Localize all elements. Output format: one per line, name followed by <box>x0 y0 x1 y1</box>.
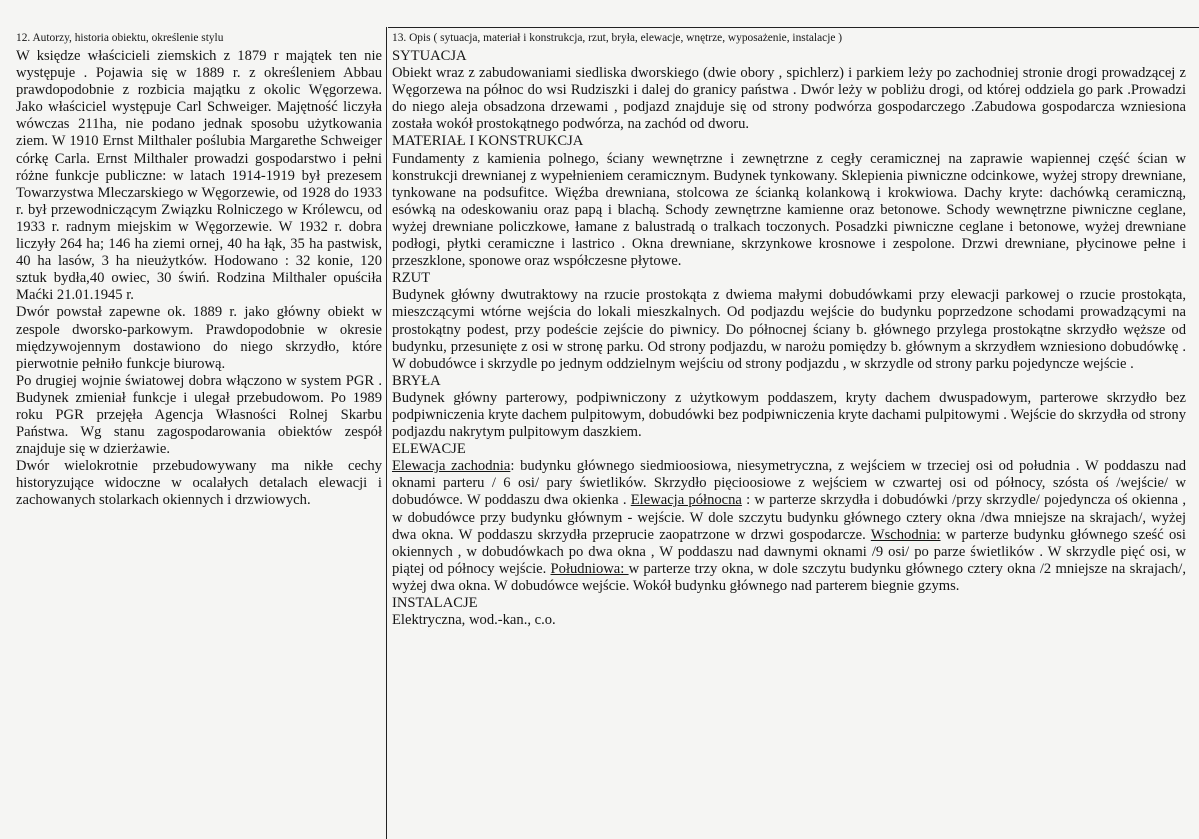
rzut-heading: RZUT <box>392 270 431 287</box>
bryla-heading: BRYŁA <box>392 372 441 389</box>
elewacja-poludniowa-text: w parterze trzy okna, w dole szczytu budynku głównego cztery okna /2 mniejsze na skrajach/, wyżej dwa okna. W dobudówce wejście. Wokół budynku głównego nad parterem biegnie gzyms. <box>392 560 1186 594</box>
history-paragraph-3: Po drugiej wojnie światowej dobra włączono w system PGR . Budynek zmieniał funkcje i ulegał przebudowom. Po 1989 roku PGR przejęła Agencja Własności Rolnej Skarbu Państwa. Wg stanu zagospodarowania obiektów zespół znajduje się w dzierżawie. <box>16 372 382 458</box>
elewacja-poludniowa-label: Południowa: <box>550 560 629 577</box>
elewacja-polnocna-text: : w parterze skrzydła i dobudówki /przy skrzydle/ pojedyncza oś okienna , w dobudówce przy budynku głównym - wejście. W dole szczytu budynku głównego cztery okna /dwa mniejsze na skrajach/, wyżej dwa okna. W poddaszu skrzydła przeprucie zaopatrzone w drzwi gospodarcze. <box>392 492 1186 543</box>
material-text: Fundamenty z kamienia polnego, ściany wewnętrzne i zewnętrzne z cegły ceramicznej na zaprawie wapiennej część ścian w konstrukcji drewnianej z wypełnieniem ceramicznym. Budynek tynkowany. Sklepienia piwniczne odcinkowe, wyżej stropy drewniane, tynkowane na podsufitce. Więźba drewniana, stolcowa ze ścianką kolankową i krokwiowa. Dachy kryte: dachówką ceramiczną, esówką na odeskowaniu oraz papą i blachą. Schody zewnętrzne kamienne oraz betonowe. Schody wewnętrzne piwniczne ceglane, wyżej drewniane policzkowe, łamane z balustradą o tralkach toczonych. Posadzki piwniczne ceglane i betonowe, wyżej drewniane podłogi, płytki ceramiczne i lastrico . Okna drewniane, skrzynkowe krosnowe i zespolone. Drzwi drewniane, płycinowe pełne i przeszklone, sponowe oraz współczesne płytowe. <box>392 150 1186 270</box>
material-heading: MATERIAŁ I KONSTRUKCJA <box>392 133 584 150</box>
elewacje-text <box>392 458 1186 595</box>
instalacje-text: Elektryczna, wod.-kan., c.o. <box>392 612 556 629</box>
right-column <box>392 28 1186 629</box>
history-paragraph-2: Dwór powstał zapewne ok. 1889 r. jako główny obiekt w zespole dworsko-parkowym. Prawdopodobnie w okresie międzywojennym dostawiono do niego skrzydło, które pierwotnie pełniło funkcje biurową. <box>16 304 382 372</box>
sytuacja-text: Obiekt wraz z zabudowaniami siedliska dworskiego (dwie obory , spichlerz) i parkiem leży po zachodniej stronie drogi prowadzącej z Węgorzewa na północ do wsi Rudziszki i dalej do granicy państwa . Dwór leży w pobliżu drogi, od której oddziela go park .Prowadzi do niego aleja obsadzona drzewami , podjazd znajduje się od strony podwórza gospodarczego .Zabudowa gospodarcza wzniesiona została wokół prostokątnego podwórza, na zachód od dworu. <box>392 65 1186 133</box>
history-paragraph-1: W księdze właścicieli ziemskich z 1879 r majątek ten nie występuje . Pojawia się w 1889 r. z określeniem Abbau prawdopodobnie z rozbicia majątku z okolic Węgorzewa. Jako właściciel występuje Carl Schweiger. Majętność liczyła wówczas 211ha, nie podano jednak sposobu użytkowania ziem. W 1910 Ernst Milthaler poślubia Margarethe Schweiger córkę Carla. Ernst Milthaler prowadzi gospodarstwo i pełni różne funkcje publiczne: w latach 1914-1919 był prezesem Towarzystwa Mleczarskiego w Węgorzewie, od 1928 do 1933 r. był przewodniczącym Związku Rolniczego w Królewcu, od 1933 r. radnym miejskim w Węgorzewie. W 1932 r. dobra liczyły 264 ha; 146 ha ziemi ornej, 40 ha łąk, 35 ha pastwisk, 40 ha lasów, 3 ha nieużytków. Hodowano : 32 konie, 120 sztuk bydła,40 owiec, 30 świń. Rodzina Milthaler opuściła Maćki 21.01.1945 r. <box>16 48 382 304</box>
sytuacja-heading: SYTUACJA <box>392 48 467 64</box>
elewacje-heading: ELEWACJE <box>392 441 466 458</box>
section-13-header: 13. Opis ( sytuacja, materiał i konstrukcja, rzut, bryła, elewacje, wnętrze, wyposażenie, instalacje ) <box>392 32 843 44</box>
rzut-text: Budynek główny dwutraktowy na rzucie prostokąta z dwiema małymi dobudówkami przy elewacji parkowej o rzucie prostokąta, mieszczącymi wtórne wejścia do lokali mieszkalnych. Od podjazdu wejście do budynku poprzedzone schodami prowadzącymi na prostokątny podest, przy podeście zejście do piwnicy. Do północnej ściany b. głównego przylega prostokątne skrzydło węższe od budynku, przesunięte z osi w stronę parku. Od strony podjazdu, w narożu pomiędzy b. głównym a skrzydłem wzniesiono dobudówkę . W dobudówce i skrzydle po jednym oddzielnym wejściu od strony podjazdu , w skrzydle od strony parku pojedyncze wejście . <box>392 287 1186 372</box>
elewacja-zachodnia-text: : budynku głównego siedmioosiowa, niesymetryczna, z wejściem w trzeciej osi od południa . W poddaszu nad oknami parteru / 6 osi/ pary świetlików. Skrzydło pięcioosiowe z wejściem w czwartej osi od północy, szósta oś /wejście/ w dobudówce. W poddaszu dwa okienka . <box>392 458 1186 509</box>
instalacje-heading: INSTALACJE <box>392 595 478 611</box>
bryla-text: Budynek główny parterowy, podpiwniczony z użytkowym poddaszem, kryty dachem dwuspadowym, parterowe skrzydło bez podpiwniczenia kryte dachem pulpitowym, dobudówki bez podpiwniczenia kryte dachami pulpitowymi . Wejście do skrzydła od strony podjazdu nakrytym pulpitowym daszkiem. <box>392 389 1186 441</box>
history-paragraph-4: Dwór wielokrotnie przebudowywany ma nikłe cechy historyzujące widoczne w ocalałych detalach elewacji i zachowanych stolarkach okiennych i drzwiowych. <box>16 458 382 509</box>
elewacja-wschodnia-label: Wschodnia: <box>870 526 941 543</box>
column-divider <box>386 27 387 839</box>
section-12-header: 12. Autorzy, historia obiektu, określenie stylu <box>16 32 224 44</box>
elewacja-polnocna-label: Elewacja północna <box>630 492 742 509</box>
elewacja-zachodnia-label: Elewacja zachodnia <box>392 458 511 475</box>
elewacja-wschodnia-text: w parterze budynku głównego sześć osi okiennych , w dobudówkach po dwa okna , W poddaszu nad dawnymi oknami /9 osi/ po parze świetlików . W skrzydle pięć osi, w piątej od północy wejście. <box>392 526 1186 577</box>
left-column <box>16 28 382 510</box>
